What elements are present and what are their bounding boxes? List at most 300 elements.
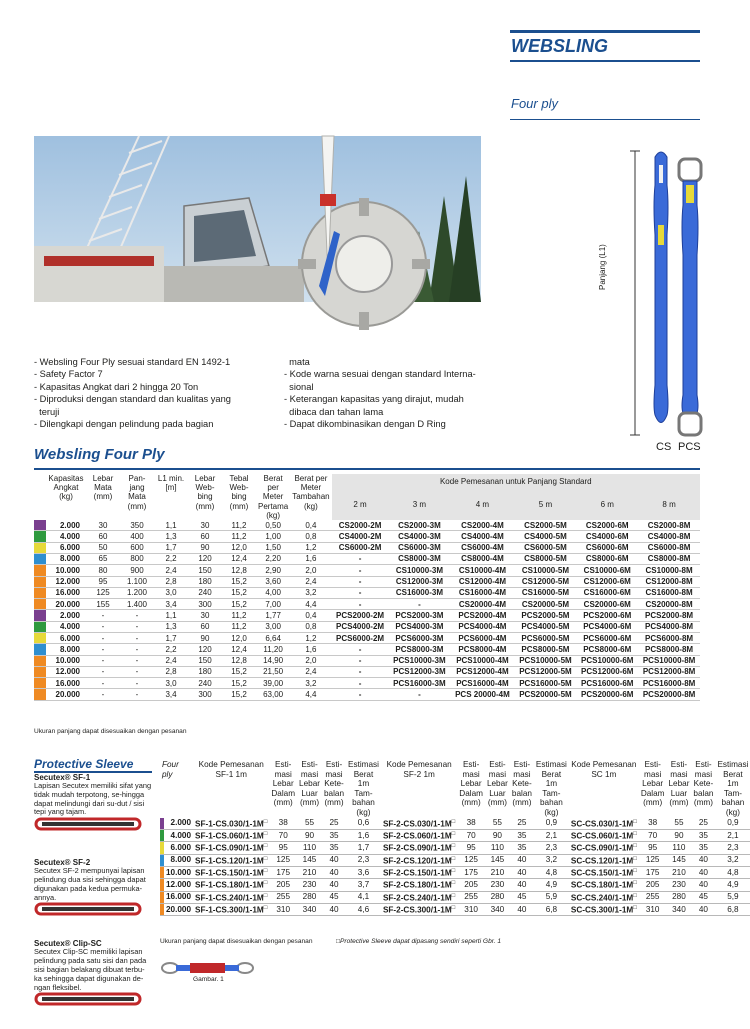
order-code-cell <box>381 866 457 878</box>
box-symbol: □ <box>263 855 268 862</box>
table-cell: 3,2 <box>534 854 569 866</box>
order-code-cell: PCS2000-5M <box>515 610 577 621</box>
box-symbol: □ <box>633 818 637 825</box>
sleeve-item-desc: Lapisan Secutex memiliki sifat yang tidak mudah terpotong, se-hingga dapat melindungi dari su-dut / sisi tepi yang tajam. <box>34 781 152 817</box>
table-cell: 2,4 <box>290 576 331 587</box>
header-bottom-rule <box>510 60 700 62</box>
table-cell: 1,2 <box>290 542 331 553</box>
order-code-cell <box>569 891 639 903</box>
order-code-cell: PCS4000-8M <box>638 621 700 632</box>
table-cell: 145 <box>666 854 691 866</box>
table-cell: 90 <box>666 829 691 841</box>
order-code-text: SF-1-CS.090/1-1M <box>195 843 264 853</box>
order-code-text: SF-2-CS.060/1-1M <box>382 831 452 841</box>
table-cell: 4.000 <box>46 621 86 632</box>
table-cell: 1,1 <box>154 610 188 621</box>
table-cell: 175 <box>639 866 667 878</box>
length-header: 6 m <box>576 494 638 520</box>
order-code-cell: CS6000-4M <box>450 542 514 553</box>
code-header: Kode Pemesanan SF-2 1m <box>386 760 452 779</box>
order-code-cell: CS10000-5M <box>515 565 577 576</box>
feature-item: teruji <box>34 406 60 417</box>
table-cell: 4,00 <box>256 587 290 598</box>
order-code-cell: PCS8000-5M <box>515 644 577 655</box>
order-code-cell: CS2000-4M <box>450 520 514 531</box>
order-code-cell: CS12000-8M <box>638 576 700 587</box>
order-code-cell <box>381 903 457 915</box>
table-cell: 25 <box>691 818 715 830</box>
box-symbol: □ <box>451 867 456 874</box>
order-code-cell: - <box>332 587 389 598</box>
table-cell: 11,2 <box>222 531 256 542</box>
table-cell: 15,2 <box>222 666 256 677</box>
feature-item: dibaca dan tahan lama <box>284 406 384 417</box>
length-header: 2 m <box>332 494 389 520</box>
table-cell: 0,6 <box>346 818 381 830</box>
order-code-cell: - <box>332 599 389 610</box>
table-cell: 230 <box>297 879 322 891</box>
order-code-cell: - <box>332 655 389 666</box>
table-cell: 20.000 <box>46 689 86 700</box>
table-cell: 2,4 <box>154 565 188 576</box>
color-swatch <box>34 520 46 531</box>
table-cell: 3,0 <box>154 587 188 598</box>
sleeve-item-desc: Secutex Clip-SC memiliki lapisan pelindung pada satu sisi dan pada sisi bagian belakang dibuat terbu-ka sehingga dapat digunakan de-ngan fleksibel. <box>34 947 147 992</box>
table-cell: 90 <box>485 829 510 841</box>
table-cell: 205 <box>639 879 667 891</box>
color-swatch <box>34 678 46 689</box>
table-cell: 310 <box>457 903 485 915</box>
capacity-cell: 12.000 <box>166 880 192 890</box>
box-symbol: □ <box>633 904 637 911</box>
table-cell: 125 <box>457 854 485 866</box>
order-code-text: SF-2-CS.240/1-1M <box>382 893 452 903</box>
table-cell: 2,3 <box>346 854 381 866</box>
table-cell: 7,00 <box>256 599 290 610</box>
table-cell: 120 <box>188 553 222 564</box>
table-cell: 1,7 <box>346 842 381 854</box>
color-swatch <box>34 565 46 576</box>
order-code-cell: PCS6000-3M <box>389 632 451 643</box>
capacity-cell: 2.000 <box>164 818 193 830</box>
table-cell: 12,4 <box>222 553 256 564</box>
order-code-cell: PCS10000-8M <box>638 655 700 666</box>
order-code-cell <box>569 818 639 830</box>
capacity-cell: 6.000 <box>164 842 193 854</box>
spec-header: Esti- masi Kete- balan (mm) <box>323 760 345 808</box>
table-cell: 110 <box>297 842 322 854</box>
order-code-cell: PCS6000-2M <box>332 632 389 643</box>
table-cell: 2.000 <box>46 520 86 531</box>
order-code-cell: PCS8000-3M <box>389 644 451 655</box>
page-subtitle: Four ply <box>511 96 558 111</box>
order-code-cell: CS20000-5M <box>515 599 577 610</box>
table-cell: 125 <box>269 854 297 866</box>
sleeve-figure <box>160 958 255 978</box>
box-symbol: □ <box>451 892 456 899</box>
table-cell: 1.200 <box>120 587 154 598</box>
table-cell: 63,00 <box>256 689 290 700</box>
order-code-cell: CS2000-3M <box>389 520 451 531</box>
table-row <box>160 866 750 878</box>
box-symbol: □ <box>633 867 637 874</box>
table-cell: 6.000 <box>46 542 86 553</box>
color-swatch <box>34 655 46 666</box>
order-code-text: SF-2-CS.180/1-1M <box>382 880 452 890</box>
order-code-cell: - <box>332 576 389 587</box>
table-cell: 340 <box>297 903 322 915</box>
table-cell: 40 <box>510 866 534 878</box>
table-cell: 1,3 <box>154 531 188 542</box>
table-cell: 2,1 <box>715 829 750 841</box>
table-cell: - <box>86 644 120 655</box>
order-code-cell: CS6000-8M <box>638 542 700 553</box>
table2-note-right-text: Protective Sleeve dapat dipasang sendiri seperti Gbr. 1 <box>339 938 502 945</box>
order-code-cell: CS10000-6M <box>576 565 638 576</box>
table-cell: 1.100 <box>120 576 154 587</box>
order-code-text: SC-CS.180/1-1M <box>570 880 634 890</box>
table-cell: 2.000 <box>46 610 86 621</box>
table-cell: 30 <box>86 520 120 531</box>
table-cell: 80 <box>86 565 120 576</box>
order-code-cell: CS4000-8M <box>638 531 700 542</box>
sleeve-table <box>160 760 749 916</box>
table-cell: 0,8 <box>290 531 331 542</box>
order-code-cell: - <box>332 565 389 576</box>
feature-item: - Kode warna sesuai dengan standard Interna- <box>284 369 476 380</box>
table-cell: 240 <box>188 678 222 689</box>
color-swatch <box>34 644 46 655</box>
table-row <box>34 587 700 598</box>
order-code-text: SC-CS.300/1-1M <box>570 905 634 915</box>
table-row <box>34 553 700 564</box>
capacity-cell: 20.000 <box>166 904 192 914</box>
sleeve-item <box>34 773 152 836</box>
table-cell: 5,9 <box>715 891 750 903</box>
figure-caption: Gambar. 1 <box>193 976 224 983</box>
table-cell: 40 <box>322 854 346 866</box>
table-cell: 12,0 <box>222 542 256 553</box>
sleeve-item-desc: Secutex SF-2 mempunyai lapisan pelindung dua sisi sehingga dapat digunakan pada kedua permuka-annya. <box>34 866 146 902</box>
order-code-text: SF-1-CS.240/1-1M <box>195 893 264 903</box>
table-cell: 6.000 <box>46 632 86 643</box>
table-cell: 95 <box>457 842 485 854</box>
table-cell: 155 <box>86 599 120 610</box>
table-cell: 210 <box>485 866 510 878</box>
table-cell: 55 <box>666 818 691 830</box>
table-cell: 1,00 <box>256 531 290 542</box>
order-code-cell: CS8000-8M <box>638 553 700 564</box>
box-symbol: □ <box>263 830 268 837</box>
table-cell: - <box>120 678 154 689</box>
table-cell: 3,6 <box>346 866 381 878</box>
sleeve-title: Protective Sleeve <box>34 757 134 771</box>
feature-item: sional <box>284 381 314 392</box>
swatch-header <box>34 474 46 520</box>
table1-footnote: Ukuran panjang dapat disesuaikan dengan pesanan <box>34 728 187 735</box>
order-code-cell: PCS12000-6M <box>576 666 638 677</box>
feature-item: - Kapasitas Angkat dari 2 hingga 20 Ton <box>34 381 199 392</box>
length-header: 5 m <box>515 494 577 520</box>
table-cell: 2,3 <box>534 842 569 854</box>
code-header: Kode Pemesanan SF-1 1m <box>198 760 264 779</box>
table-cell: 255 <box>639 891 667 903</box>
table-cell: 180 <box>188 576 222 587</box>
order-code-text: SF-1-CS.060/1-1M <box>195 831 264 841</box>
table-cell: 2,4 <box>290 666 331 677</box>
order-code-cell: CS20000-4M <box>450 599 514 610</box>
order-code-cell: PCS6000-6M <box>576 632 638 643</box>
order-code-cell: CS4000-2M <box>332 531 389 542</box>
order-code-cell: PCS6000-8M <box>638 632 700 643</box>
order-code-cell: PCS10000-3M <box>389 655 451 666</box>
order-code-cell: CS16000-8M <box>638 587 700 598</box>
order-code-cell: - <box>332 644 389 655</box>
table-cell: 255 <box>269 891 297 903</box>
table-cell: - <box>86 655 120 666</box>
feature-item: - Safety Factor 7 <box>34 369 103 380</box>
table-cell: 90 <box>188 632 222 643</box>
table-cell: 15,2 <box>222 689 256 700</box>
table-cell: 10.000 <box>46 655 86 666</box>
table-cell: 20.000 <box>46 599 86 610</box>
order-code-cell: CS2000-8M <box>638 520 700 531</box>
order-code-cell: PCS8000-8M <box>638 644 700 655</box>
order-code-cell <box>193 818 269 830</box>
sleeve-item-name: Secutex® Clip-SC <box>34 939 102 949</box>
table-cell: 11,20 <box>256 644 290 655</box>
table-cell: 110 <box>666 842 691 854</box>
order-code-cell: PCS4000-4M <box>450 621 514 632</box>
order-code-cell: - <box>332 666 389 677</box>
table-cell: 900 <box>120 565 154 576</box>
order-code-cell: CS16000-5M <box>515 587 577 598</box>
order-code-cell: CS4000-3M <box>389 531 451 542</box>
table-cell: 40 <box>322 903 346 915</box>
order-code-cell <box>569 866 639 878</box>
table-cell: 230 <box>485 879 510 891</box>
order-code-cell: PCS12000-8M <box>638 666 700 677</box>
table-cell: 1,7 <box>154 632 188 643</box>
table-cell: 150 <box>188 655 222 666</box>
column-header: Kapasitas Angkat (kg) <box>48 474 84 502</box>
order-code-cell: CS10000-4M <box>450 565 514 576</box>
order-code-text: SF-2-CS.300/1-1M <box>382 905 452 915</box>
order-code-cell: CS16000-4M <box>450 587 514 598</box>
table-row <box>34 599 700 610</box>
table-cell: 30 <box>188 610 222 621</box>
spec-header: Esti- masi Kete- balan (mm) <box>693 760 714 808</box>
order-code-cell <box>569 903 639 915</box>
order-code-cell: - <box>332 553 389 564</box>
table-cell: 95 <box>269 842 297 854</box>
section-rule <box>34 468 700 470</box>
order-code-cell: PCS2000-6M <box>576 610 638 621</box>
table-cell: 8.000 <box>46 553 86 564</box>
order-code-cell: PCS4000-3M <box>389 621 451 632</box>
order-code-header: Kode Pemesanan untuk Panjang Standard <box>332 474 700 494</box>
table-cell: 300 <box>188 689 222 700</box>
capacity-cell: 16.000 <box>166 892 192 902</box>
table-cell: 15,2 <box>222 576 256 587</box>
order-code-cell: PCS2000-2M <box>332 610 389 621</box>
order-code-cell <box>381 891 457 903</box>
order-code-cell <box>193 866 269 878</box>
table-cell: 2,2 <box>154 553 188 564</box>
table-cell: 2,8 <box>154 576 188 587</box>
order-code-cell: PCS12000-3M <box>389 666 451 677</box>
column-header: Tebal Web- bing (mm) <box>229 474 249 511</box>
table-cell: 60 <box>86 531 120 542</box>
order-code-cell: CS6000-6M <box>576 542 638 553</box>
feature-item: - Dilengkapi dengan pelindung pada bagian <box>34 419 214 430</box>
order-code-cell: PCS2000-8M <box>638 610 700 621</box>
order-code-cell <box>381 879 457 891</box>
table-cell: 3,00 <box>256 621 290 632</box>
table-cell: 340 <box>666 903 691 915</box>
order-code-cell: CS2000-6M <box>576 520 638 531</box>
table-cell: 175 <box>457 866 485 878</box>
order-code-cell: CS12000-3M <box>389 576 451 587</box>
order-code-cell: CS8000-6M <box>576 553 638 564</box>
table-row <box>160 879 750 891</box>
order-code-cell: PCS20000-8M <box>638 689 700 700</box>
table-cell: 2,8 <box>154 666 188 677</box>
box-symbol: □ <box>633 880 637 887</box>
table-cell: 12.000 <box>46 576 86 587</box>
color-swatch <box>34 553 46 564</box>
table-row <box>160 854 750 866</box>
table-cell: 3,0 <box>154 678 188 689</box>
table-cell: 145 <box>485 854 510 866</box>
table-cell: 95 <box>86 576 120 587</box>
box-symbol: □ <box>263 892 268 899</box>
table-cell: 230 <box>666 879 691 891</box>
table-cell: 40 <box>322 866 346 878</box>
table-cell: 90 <box>188 542 222 553</box>
table-cell: 25 <box>322 818 346 830</box>
table-cell: 45 <box>691 891 715 903</box>
table-cell: 40 <box>691 854 715 866</box>
table-cell: 2,4 <box>154 655 188 666</box>
order-code-cell: CS2000-2M <box>332 520 389 531</box>
length-header: 3 m <box>389 494 451 520</box>
table-cell: 12,8 <box>222 655 256 666</box>
sling-diagram <box>615 145 725 450</box>
order-code-text: SF-1-CS.030/1-1M <box>195 819 264 829</box>
crane-photo <box>34 136 481 302</box>
table-cell: 205 <box>269 879 297 891</box>
order-code-cell: PCS16000-5M <box>515 678 577 689</box>
length-axis-label: Panjang (L1) <box>598 244 607 290</box>
table-cell: 45 <box>322 891 346 903</box>
table-cell: 600 <box>120 542 154 553</box>
table-cell: 3,2 <box>290 678 331 689</box>
order-code-cell: PCS12000-4M <box>450 666 514 677</box>
table-cell: - <box>86 666 120 677</box>
column-header: Lebar Mata (mm) <box>92 474 114 502</box>
table-cell: 6,8 <box>534 903 569 915</box>
order-code-cell <box>381 854 457 866</box>
sleeve-icon <box>34 902 144 916</box>
table-cell: 175 <box>269 866 297 878</box>
table-row <box>160 891 750 903</box>
order-code-cell: PCS4000-5M <box>515 621 577 632</box>
order-code-cell: CS20000-8M <box>638 599 700 610</box>
spec-header: Esti- masi Lebar Dalam (mm) <box>271 760 296 808</box>
spec-header: Estimasi Berat 1m Tam- bahan (kg) <box>717 760 749 817</box>
feature-item: - Keterangan kapasitas yang dirajut, mudah <box>284 394 464 405</box>
table-cell: 0,50 <box>256 520 290 531</box>
order-code-cell: - <box>332 678 389 689</box>
order-code-cell: CS20000-6M <box>576 599 638 610</box>
table-cell: 4,4 <box>290 689 331 700</box>
table-cell: 205 <box>457 879 485 891</box>
feature-item: - Websling Four Ply sesuai standard EN 1492-1 <box>34 357 231 367</box>
websling-table <box>34 474 700 701</box>
order-code-cell: PCS16000-8M <box>638 678 700 689</box>
table-cell: 1,50 <box>256 542 290 553</box>
color-swatch <box>34 576 46 587</box>
table-row <box>160 842 750 854</box>
order-code-text: SF-1-CS.180/1-1M <box>195 880 264 890</box>
table-cell: 350 <box>120 520 154 531</box>
table-cell: 35 <box>322 829 346 841</box>
order-code-text: SC-CS.120/1-1M <box>570 856 634 866</box>
table-cell: 6,64 <box>256 632 290 643</box>
table-cell: 280 <box>297 891 322 903</box>
capacity-cell: 10.000 <box>166 867 192 877</box>
table-cell: 11,2 <box>222 520 256 531</box>
table-cell: 4.000 <box>46 531 86 542</box>
order-code-cell: PCS20000-5M <box>515 689 577 700</box>
box-symbol: □ <box>633 843 637 850</box>
order-code-cell: PCS4000-2M <box>332 621 389 632</box>
table-cell: 40 <box>510 879 534 891</box>
color-swatch <box>34 610 46 621</box>
order-code-cell: PCS 20000-4M <box>450 689 514 700</box>
table-cell: 210 <box>666 866 691 878</box>
table-row <box>34 610 700 621</box>
table-cell: 40 <box>322 879 346 891</box>
spec-header: Estimasi Berat 1m Tam- bahan (kg) <box>348 760 379 817</box>
table-row <box>34 678 700 689</box>
table-cell: 0,4 <box>290 520 331 531</box>
table-row <box>34 542 700 553</box>
table-row <box>160 829 750 841</box>
table-cell: 65 <box>86 553 120 564</box>
table-cell: - <box>86 632 120 643</box>
table-cell: 21,50 <box>256 666 290 677</box>
length-header: 8 m <box>638 494 700 520</box>
table-cell: 3,4 <box>154 689 188 700</box>
order-code-cell: CS8000-4M <box>450 553 514 564</box>
features-right <box>284 356 514 430</box>
order-code-cell <box>193 891 269 903</box>
table-cell: 3,60 <box>256 576 290 587</box>
table-cell: 180 <box>188 666 222 677</box>
order-code-cell: PCS6000-4M <box>450 632 514 643</box>
order-code-cell: PCS8000-4M <box>450 644 514 655</box>
sleeve-item <box>34 939 152 1011</box>
order-code-cell: CS4000-5M <box>515 531 577 542</box>
table-cell: 40 <box>510 854 534 866</box>
table-cell: 12,4 <box>222 644 256 655</box>
table-cell: 280 <box>666 891 691 903</box>
color-swatch <box>34 599 46 610</box>
box-symbol: □ <box>263 904 268 911</box>
order-code-cell: CS12000-4M <box>450 576 514 587</box>
